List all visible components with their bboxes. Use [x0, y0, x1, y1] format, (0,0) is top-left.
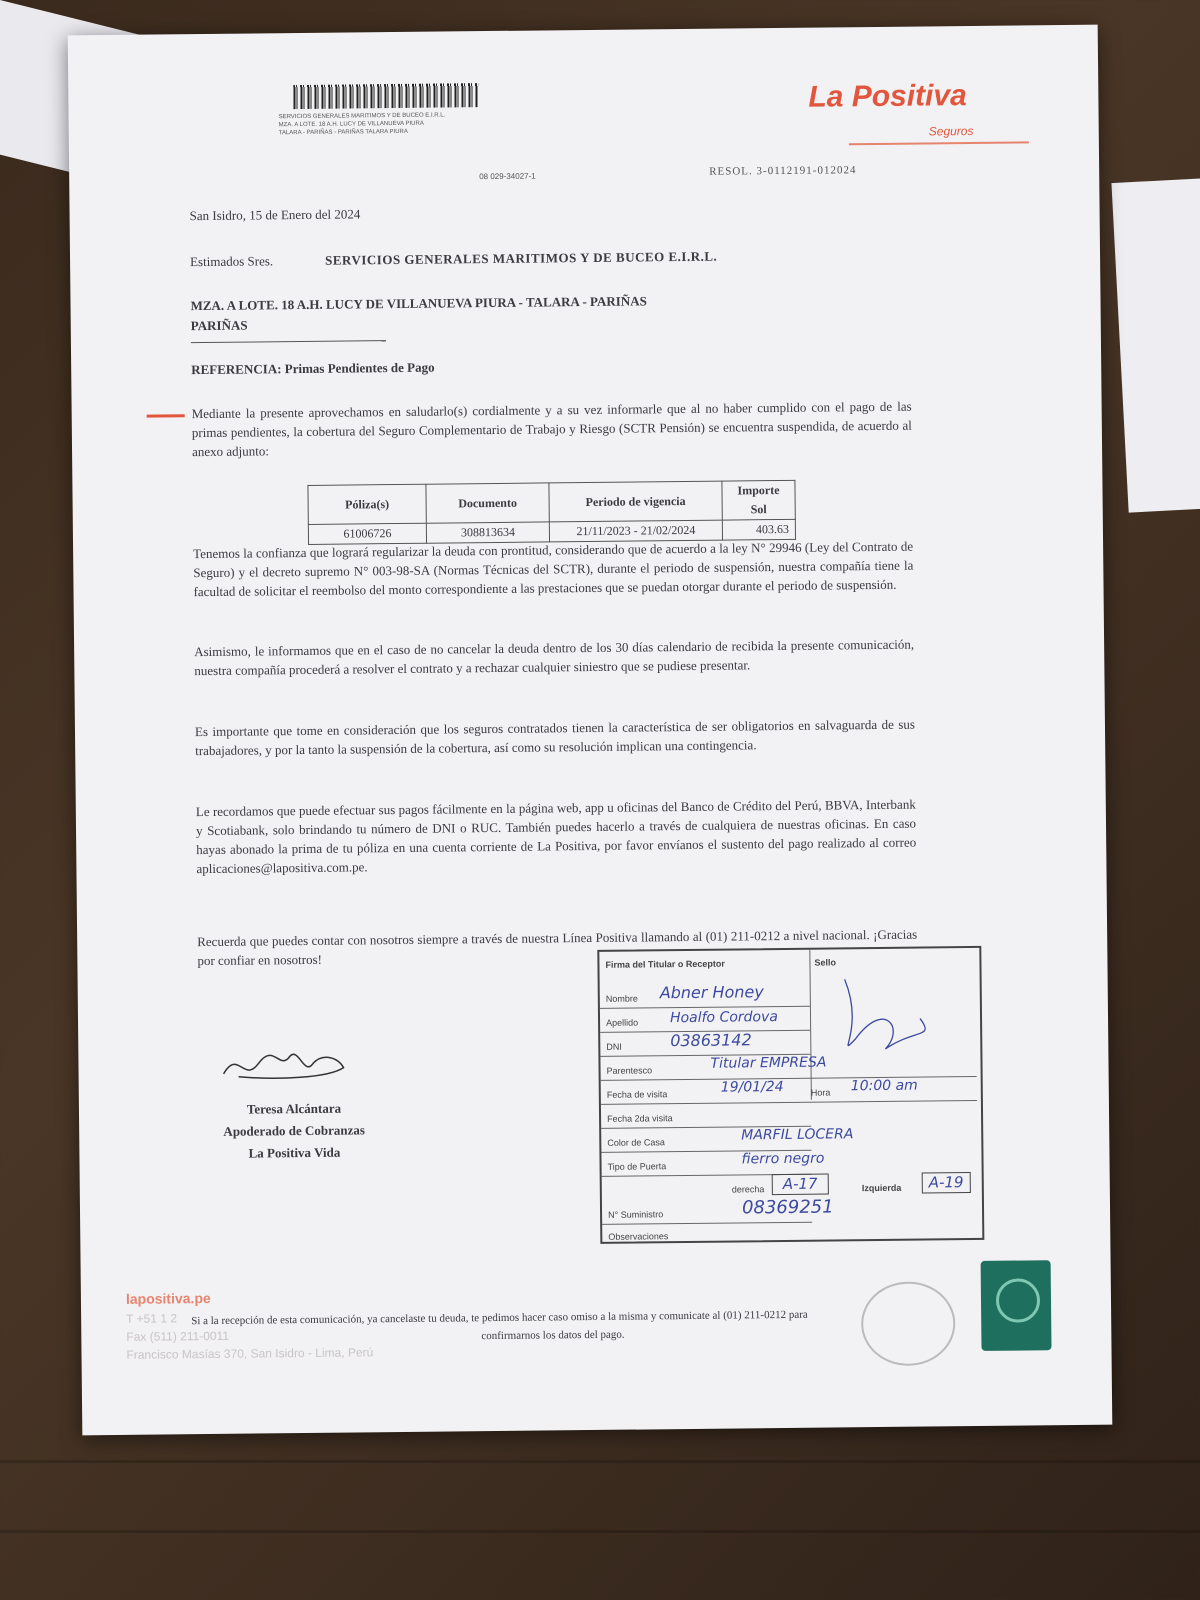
- barcode: [293, 83, 478, 109]
- footer-address: Francisco Masías 370, San Isidro - Lima, Perú: [126, 1345, 374, 1362]
- header-policy: Póliza(s): [308, 484, 426, 524]
- document-number: 308813634: [426, 522, 549, 543]
- divider: [191, 340, 386, 343]
- stamp-row-tipo-puerta: Tipo de Puerta fierro negro: [601, 1150, 811, 1177]
- background-paper-right: [1111, 177, 1200, 512]
- header-period: Periodo de vigencia: [549, 481, 722, 522]
- receipt-stamp: [597, 946, 984, 1244]
- footer-fax: Fax (511) 211-0011: [126, 1328, 230, 1344]
- header-document: Documento: [426, 483, 549, 523]
- stamp-row-apellido: Apellido Hoalfo Cordova: [600, 1006, 810, 1033]
- stamp-row-dni: DNI 03863142: [600, 1030, 810, 1057]
- stamp-row-fecha-visita: Fecha de visita 19/01/24 Hora 10:00 am: [601, 1076, 977, 1105]
- sender-block: SERVICIOS GENERALES MARITIMOS Y DE BUCEO E.I.R.L. MZA. A LOTE. 18 A.H. LUCY DE VILLANUEVA PIURA TALARA - PARIÑAS - PARIÑAS TALARA PIURA: [278, 112, 446, 137]
- brand-logo-sub: Seguros: [928, 123, 974, 139]
- stamp-derecha-label: derecha: [731, 1184, 765, 1195]
- paragraph-4: Es importante que tome en consideración que los seguros contratados tienen la característica de ser obligatorios en salvaguarda de sus trabajadores, y por la tanto la suspensión de la cobertura, así como su resolución implican una contingencia.: [194, 716, 916, 759]
- policy-table: [307, 480, 796, 545]
- stamp-row-fecha-2da: Fecha 2da visita: [601, 1102, 811, 1129]
- paragraph-2: Tenemos la confianza que logrará regularizar la deuda con prontitud, considerando que de acuerdo a la ley N° 29946 (Ley del Contrato de Seguro) y el decreto supremo N° 003-98-SA (Normas Técnicas del SCTR), durante el periodo de suspensión, nuestra compañía tiene la facultad de solicitar el reembolso del monto correspondiente a las prestaciones que se puedan otorgar durante el periodo de suspensión.: [193, 538, 914, 600]
- stamp-signature: [825, 968, 956, 1079]
- place-date: San Isidro, 15 de Enero del 2024: [189, 206, 361, 224]
- certification-badge-icon: [981, 1260, 1052, 1351]
- stamp-row-nombre: Nombre Abner Honey: [600, 982, 810, 1009]
- signatory-name: Teresa Alcántara: [246, 1100, 342, 1117]
- accent-dash: [147, 414, 185, 417]
- logo-underline: [849, 141, 1029, 145]
- certification-seal-icon: [861, 1281, 956, 1366]
- paragraph-1: Mediante la presente aprovechamos en saludarlo(s) cordialmente y a su vez informarle que al no haber cumplido con el pago de las primas pendientes, la cobertura del Seguro Complementario de Trabajo y Riesgo (SCTR Pensión) se encuentra suspendida, de acuerdo al anexo adjunto:: [191, 398, 912, 460]
- signature-image: [218, 1038, 349, 1089]
- stamp-title: Firma del Titular o Receptor: [605, 958, 725, 970]
- footer-phone: T +51 1 2: [126, 1311, 178, 1326]
- stamp-sello-label: Sello: [814, 957, 837, 968]
- doc-code: 08 029-34027-1: [479, 171, 536, 182]
- footer-site: lapositiva.pe: [125, 1290, 211, 1307]
- header-amount: Importe Sol: [722, 480, 795, 520]
- reference: REFERENCIA: Primas Pendientes de Pago: [191, 359, 435, 378]
- paragraph-3: Asimismo, le informamos que en el caso de no cancelar la deuda dentro de los 30 días calendario de recibida la presente comunicación, nuestra compañía procederá a resolver el contrato y a rechazar cualquier siniestro que se pudiese presentar.: [194, 636, 915, 679]
- address-line-1: MZA. A LOTE. 18 A.H. LUCY DE VILLANUEVA PIURA - TALARA - PARIÑAS: [190, 293, 647, 314]
- address-line-2: PARIÑAS: [190, 317, 248, 334]
- fingerprint-icon: [996, 1278, 1040, 1322]
- company-name: SERVICIOS GENERALES MARITIMOS Y DE BUCEO E.I.R.L.: [324, 248, 718, 268]
- signatory-role: Apoderado de Cobranzas: [223, 1122, 366, 1139]
- stamp-izquierda-value: A-19: [922, 1172, 971, 1194]
- stamp-izquierda-label: Izquierda: [861, 1182, 902, 1194]
- policy-number: 61006726: [308, 523, 426, 544]
- stamp-row-color-casa: Color de Casa MARFIL LOCERA: [601, 1126, 811, 1153]
- stamp-derecha-value: A-17: [772, 1174, 829, 1196]
- amount: 403.63: [722, 519, 795, 540]
- resolution-number: RESOL. 3-0112191-012024: [709, 164, 857, 178]
- validity-period: 21/11/2023 - 21/02/2024: [549, 520, 722, 542]
- stamp-observaciones: Observaciones: [608, 1231, 669, 1242]
- salutation: Estimados Sres.: [189, 253, 274, 270]
- stamp-row-suministro: N° Suministro 08369251: [602, 1198, 812, 1225]
- footer-note-1: Si a la recepción de esta comunicación, ya cancelaste tu deuda, te pedimos hacer caso omiso a la misma y comunicate al (01) 211-0212 para: [191, 1308, 808, 1328]
- letter-sheet: [68, 25, 1113, 1436]
- stamp-row-parentesco: Parentesco Titular EMPRESA: [600, 1052, 976, 1081]
- footer-note-2: confirmarnos los datos del pago.: [481, 1328, 625, 1343]
- paragraph-5: Le recordamos que puede efectuar sus pagos fácilmente en la página web, app u oficinas del Banco de Crédito del Perú, BBVA, Interbank y Scotiabank, solo brindando tu número de DNI o RUC. También puedes hacerlo a través de cualquiera de nuestras oficinas. En caso hayas abonado la prima de tu póliza en una cuenta corriente de La Positiva, por favor envíanos el sustento del pago realizado al correo aplicaciones@lapositiva.com.pe.: [195, 796, 917, 877]
- brand-logo: La Positiva: [808, 79, 967, 114]
- signatory-company: La Positiva Vida: [248, 1144, 341, 1161]
- paragraph-6: Recuerda que puedes contar con nosotros siempre a través de nuestra Línea Positiva llamando al (01) 211-0212 a nivel nacional. ¡Gracias por confiar en nosotros!: [197, 926, 918, 969]
